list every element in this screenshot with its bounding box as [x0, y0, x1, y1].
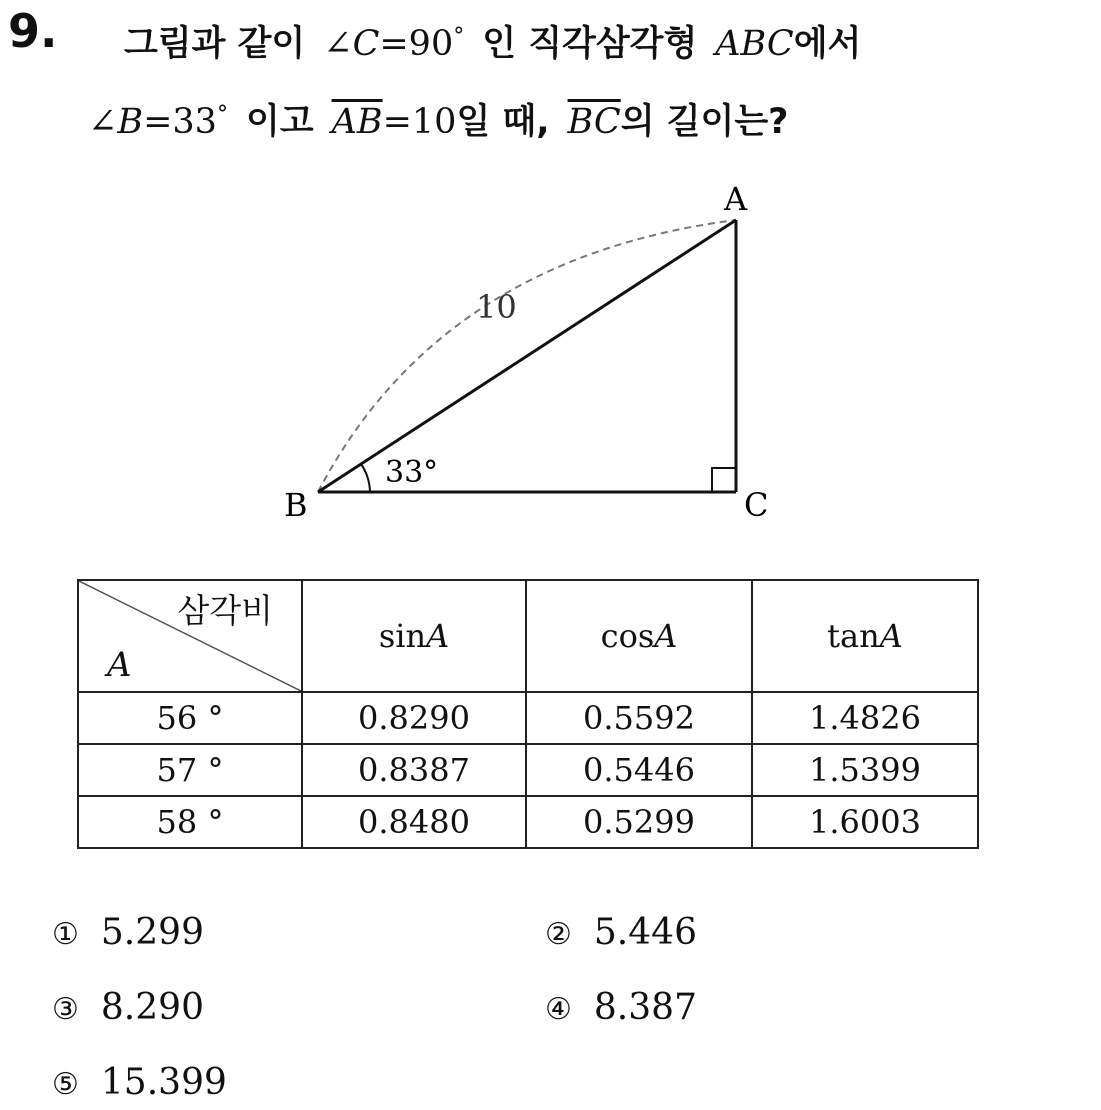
q2-text-1: 이고 [245, 102, 314, 142]
angle-value-33: =33 [143, 102, 217, 142]
cell-tan: 1.5399 [752, 744, 978, 796]
choice-2[interactable] [545, 912, 697, 953]
q2-text-2: 일 때, [456, 102, 550, 142]
degree-symbol: ° [453, 24, 465, 49]
right-angle-mark [712, 468, 736, 492]
angle-var-b: B [117, 102, 144, 142]
choice-4-mark: ④ [545, 992, 572, 1027]
vertex-label-b: B [284, 486, 308, 524]
cell-cos: 0.5592 [526, 692, 752, 744]
q2-text-3: 의 길이는? [620, 102, 789, 142]
question-number: 9. [8, 4, 58, 58]
length-value-10: =10 [382, 102, 457, 142]
vertex-label-c: C [744, 486, 769, 524]
cell-sin: 0.8480 [302, 796, 526, 848]
segment-bc: $\overline{BC}$ [567, 102, 621, 142]
header-sin-var: A [426, 617, 450, 655]
choice-3-value: 8.290 [100, 987, 204, 1028]
header-tan-var: A [879, 617, 903, 655]
header-sin [302, 580, 526, 692]
choice-1[interactable] [52, 912, 204, 953]
corner-label-angle: A [107, 645, 132, 685]
header-cos-var: A [654, 617, 678, 655]
cell-angle: 57 ° [78, 744, 302, 796]
header-cos [526, 580, 752, 692]
header-tan-fn: tan [827, 617, 880, 655]
cell-sin: 0.8387 [302, 744, 526, 796]
trig-ratio-table [77, 579, 979, 849]
table-header-row [78, 580, 978, 692]
header-sin-fn: sin [378, 617, 427, 655]
table-row [78, 796, 978, 848]
table-row [78, 744, 978, 796]
cell-angle: 58 ° [78, 796, 302, 848]
q1-text-1: 그림과 같이 [124, 24, 306, 64]
choice-5-value: 15.399 [100, 1062, 227, 1103]
header-tan [752, 580, 978, 692]
cell-tan: 1.6003 [752, 796, 978, 848]
angle-symbol: ∠ [323, 24, 353, 64]
corner-label-ratio: 삼각비 [177, 591, 273, 630]
choice-4[interactable] [545, 987, 697, 1028]
cell-cos: 0.5446 [526, 744, 752, 796]
angle-b-label: 33° [385, 455, 439, 490]
angle-arc-b [361, 464, 370, 492]
choice-1-value: 5.299 [100, 912, 204, 953]
cell-sin: 0.8290 [302, 692, 526, 744]
choice-3[interactable] [52, 987, 204, 1028]
cell-angle: 56 ° [78, 692, 302, 744]
q1-text-2: 인 직각삼각형 [482, 24, 698, 64]
choice-3-mark: ③ [52, 992, 79, 1027]
vertex-label-a: A [724, 180, 748, 218]
choice-4-value: 8.387 [593, 987, 697, 1028]
choice-2-value: 5.446 [593, 912, 697, 953]
table-corner-cell [78, 580, 302, 692]
table-row [78, 692, 978, 744]
choice-1-mark: ① [52, 917, 79, 952]
angle-symbol-b: ∠ [88, 102, 118, 142]
hypotenuse-length-label: 10 [476, 288, 517, 326]
q1-text-3: 에서 [793, 24, 862, 64]
side-ab [318, 220, 736, 492]
header-cos-fn: cos [600, 617, 655, 655]
segment-ab: $\overline{AB}$ [331, 102, 383, 142]
degree-symbol-b: ° [216, 102, 228, 127]
angle-value-90: =90 [379, 24, 454, 64]
cell-tan: 1.4826 [752, 692, 978, 744]
choice-2-mark: ② [545, 917, 572, 952]
cell-cos: 0.5299 [526, 796, 752, 848]
choice-5-mark: ⑤ [52, 1067, 79, 1102]
triangle-name: ABC [715, 24, 794, 64]
angle-var-c: C [352, 24, 380, 64]
choice-5[interactable] [52, 1062, 227, 1103]
